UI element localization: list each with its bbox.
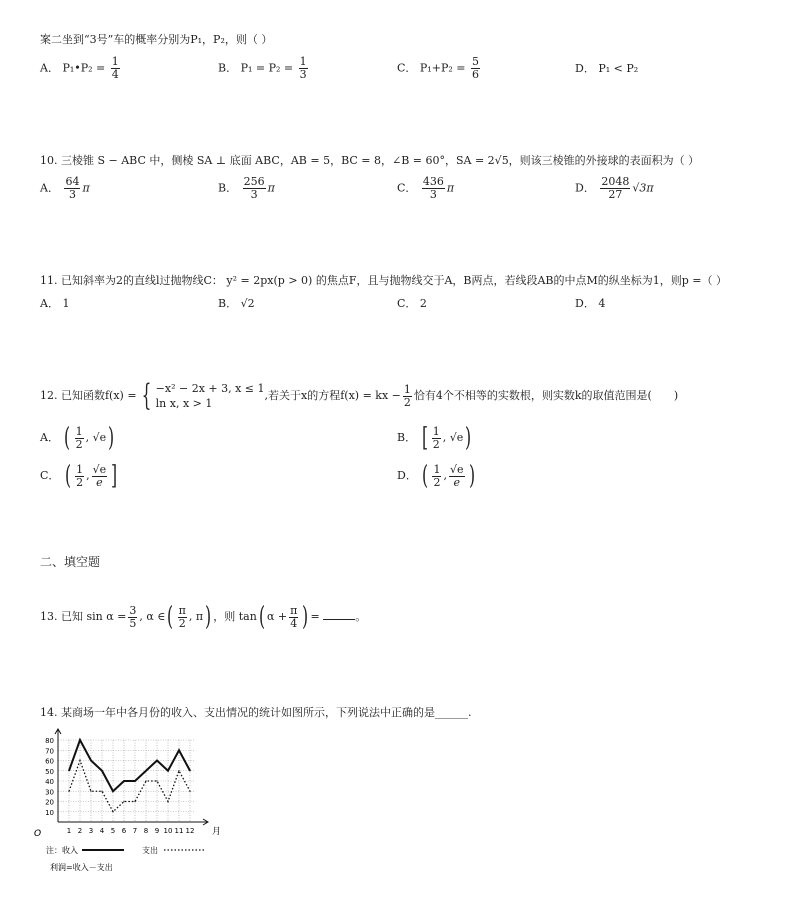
income-point — [90, 760, 91, 761]
y-tick-label: 60 — [45, 757, 54, 766]
origin-label: O — [34, 829, 42, 839]
expense-point — [112, 811, 113, 812]
fraction: $\frac{1}{2}$ — [433, 462, 441, 489]
fraction: $\frac{1}{2}$ — [432, 424, 440, 451]
fraction: $\frac{3}{5}$ — [129, 603, 137, 630]
option-label: B． — [218, 297, 238, 310]
income-expense-chart — [30, 726, 230, 876]
stem-text: = — [310, 610, 320, 623]
q10-option-d[interactable] — [575, 176, 654, 201]
right-bracket-icon: ] — [111, 461, 118, 491]
fraction: $\frac{1}{3}$ — [299, 55, 307, 81]
chart-x-ticks — [67, 827, 195, 835]
q10-option-b[interactable] — [218, 176, 275, 201]
stem-text: 13. 已知 sin α = — [40, 610, 127, 623]
chart-y-ticks — [45, 737, 54, 817]
q10-option-a[interactable] — [40, 176, 90, 201]
right-paren-icon: ) — [108, 423, 115, 453]
q10-option-c[interactable] — [397, 176, 454, 201]
q11-option-c[interactable] — [397, 297, 427, 311]
y-tick-label: 50 — [45, 767, 54, 776]
fraction: $\frac{256}{3}$ — [243, 175, 265, 201]
interval-tail: , √e — [442, 431, 464, 444]
piecewise-function: −x² − 2x + 3, x ≤ 1 ln x, x > 1 — [155, 382, 265, 410]
income-point — [145, 770, 146, 771]
y-tick-label: 70 — [45, 747, 54, 756]
legend-income: 注：收入 — [46, 846, 78, 855]
interval-tail: , √e — [85, 431, 107, 444]
x-tick-label: 11 — [174, 827, 184, 835]
interval-tail: , π — [188, 610, 204, 623]
q10-stem: 10. 三棱锥 S − ABC 中，侧棱 SA ⊥ 底面 ABC，AB = 5，BC = 8，∠B = 60°，SA = 2√5，则该三棱锥的外接球的表面积为（ ） — [40, 154, 700, 167]
legend-expense: 支出 — [142, 846, 158, 855]
y-tick-label: 20 — [45, 798, 54, 807]
q12-option-a[interactable] — [40, 423, 116, 453]
option-label: A． — [40, 297, 59, 310]
x-tick-label: 7 — [132, 827, 138, 835]
stem-text: 12. 已知函数f(x) = — [40, 389, 137, 402]
stem-text: 恰有4个不相等的实数根，则实数k的取值范围是( ) — [413, 389, 679, 402]
option-expr: P₁ < P₂ — [598, 62, 639, 75]
y-tick-label: 30 — [45, 788, 54, 797]
left-paren-icon: ( — [258, 602, 265, 632]
fraction: $\frac{\pi}{2}$ — [178, 603, 186, 630]
option-label: A． — [40, 431, 59, 444]
income-point — [134, 780, 135, 781]
expense-point — [134, 801, 135, 802]
y-tick-label: 80 — [45, 737, 54, 745]
option-label: D． — [575, 297, 595, 310]
fraction: $\frac{1}{2}$ — [76, 462, 84, 489]
x-tick-label: 8 — [143, 827, 149, 835]
x-tick-label: 5 — [110, 827, 116, 835]
expense-point — [90, 791, 91, 792]
income-point — [156, 760, 157, 761]
q11-option-d[interactable] — [575, 297, 605, 311]
option-value: 4 — [598, 297, 606, 310]
option-label: B． — [218, 181, 238, 195]
income-point — [178, 750, 179, 751]
q13-stem — [40, 602, 366, 632]
x-tick-label: 4 — [99, 827, 105, 835]
income-point — [101, 770, 102, 771]
stem-text: ,若关于x的方程f(x) = kx − — [264, 389, 401, 402]
fraction: $\frac{\pi}{4}$ — [290, 603, 298, 630]
pi-symbol: π — [82, 181, 90, 195]
q11-stem: 11. 已知斜率为2的直线l过抛物线C： y² = 2px(p > 0) 的焦点F，且与抛物线交于A，B两点，若线段AB的中点M的纵坐标为1，则p =（ ） — [40, 274, 728, 287]
x-tick-label: 3 — [88, 827, 94, 835]
fraction: $\frac{64}{3}$ — [65, 175, 80, 201]
fraction: $\frac{1}{2}$ — [75, 424, 83, 451]
q12-option-d[interactable]: D． ( $\frac{1}{2}$ , $\frac{√e}{e}$ ) — [397, 461, 475, 491]
left-brace-icon: { — [141, 378, 151, 413]
q12-option-b[interactable] — [397, 423, 473, 453]
profit-note: 利润=收入－支出 — [50, 863, 113, 872]
q9-option-c[interactable] — [397, 56, 482, 81]
q11-option-a[interactable] — [40, 297, 69, 311]
section-title: 二、填空题 — [40, 555, 101, 569]
option-value: 2 — [419, 297, 427, 310]
pi-symbol: π — [446, 181, 455, 195]
x-tick-label: 9 — [154, 827, 160, 835]
q9-option-b[interactable] — [218, 56, 310, 81]
option-label: C． — [397, 297, 417, 310]
option-label: C． — [40, 469, 60, 482]
income-point — [68, 770, 69, 771]
x-tick-label: 2 — [77, 827, 83, 835]
x-tick-label: 12 — [185, 827, 195, 835]
option-value: 1 — [62, 297, 70, 310]
stem-text: , α ∈ — [139, 610, 166, 623]
right-paren-icon: ) — [468, 461, 475, 491]
expense-point — [79, 760, 80, 761]
x-tick-label: 1 — [66, 827, 72, 835]
fraction: $\frac{1}{2}$ — [403, 382, 411, 409]
right-paren-icon: ) — [465, 423, 472, 453]
chart-lines — [68, 739, 190, 812]
option-label: C． — [397, 61, 417, 75]
fraction: $\frac{1}{4}$ — [111, 55, 119, 81]
expense-series-line — [69, 761, 190, 812]
q11-option-b[interactable] — [218, 297, 255, 311]
x-axis-label: 月 — [212, 827, 222, 837]
y-tick-label: 40 — [45, 778, 54, 786]
fraction: $\frac{√e}{e}$ — [449, 462, 464, 489]
option-value: √2 — [240, 297, 255, 310]
option-label: B． — [218, 61, 238, 75]
option-label: D． — [397, 469, 417, 482]
stem-text: 。 — [355, 610, 367, 623]
income-point — [112, 791, 113, 792]
expense-point — [189, 791, 190, 792]
q9-option-d[interactable] — [575, 62, 638, 76]
option-expr: P₁ = P₂ = — [240, 61, 294, 75]
expense-point — [145, 780, 146, 781]
option-label: B． — [397, 431, 417, 444]
right-paren-icon: ) — [205, 602, 212, 632]
option-expr: P₁+P₂ = — [419, 61, 466, 75]
left-bracket-icon: [ — [421, 423, 428, 453]
left-paren-icon: ( — [64, 423, 71, 453]
x-tick-label: 10 — [163, 827, 173, 835]
income-point — [123, 780, 124, 781]
right-paren-icon: ) — [302, 602, 309, 632]
q12-option-c[interactable]: C． ( $\frac{1}{2}$ , $\frac{√e}{e}$ ] — [40, 461, 118, 491]
expense-point — [68, 791, 69, 792]
left-paren-icon: ( — [422, 461, 429, 491]
expense-point — [167, 801, 168, 802]
option-expr: P₁•P₂ = — [62, 61, 106, 75]
stem-text: ，则 tan — [213, 610, 257, 623]
option-label: D． — [575, 62, 595, 75]
pi-symbol: π — [267, 181, 275, 195]
income-point — [189, 770, 190, 771]
y-tick-label: 10 — [45, 808, 54, 817]
stem-text: α + — [266, 610, 288, 623]
expense-point — [101, 791, 102, 792]
answer-blank[interactable] — [323, 609, 355, 620]
income-point — [167, 770, 168, 771]
income-point — [79, 739, 80, 740]
expense-point — [156, 780, 157, 781]
option-label: A． — [40, 181, 59, 195]
x-tick-label: 6 — [121, 827, 127, 835]
income-series-line — [69, 740, 190, 791]
fraction: $\frac{√e}{e}$ — [92, 462, 107, 489]
option-label: A． — [40, 61, 59, 75]
fraction: $\frac{436}{3}$ — [422, 175, 444, 201]
q9-stem: 案二坐到“3号”车的概率分别为P₁，P₂，则（ ） — [40, 33, 273, 46]
fraction: $\frac{5}{6}$ — [471, 55, 479, 81]
expense-point — [123, 801, 124, 802]
option-label: D． — [575, 181, 595, 195]
expense-point — [178, 770, 179, 771]
left-paren-icon: ( — [64, 461, 72, 491]
fraction: $\frac{2048}{27}$ — [601, 175, 630, 201]
q14-stem: 14. 某商场一年中各月份的收入、支出情况的统计如图所示，下列说法中正确的是______. — [40, 706, 472, 719]
sqrt-pi-term: √3π — [632, 181, 654, 195]
q9-option-a[interactable] — [40, 56, 122, 81]
q12-stem — [40, 380, 678, 412]
left-paren-icon: ( — [167, 602, 174, 632]
option-label: C． — [397, 181, 417, 195]
